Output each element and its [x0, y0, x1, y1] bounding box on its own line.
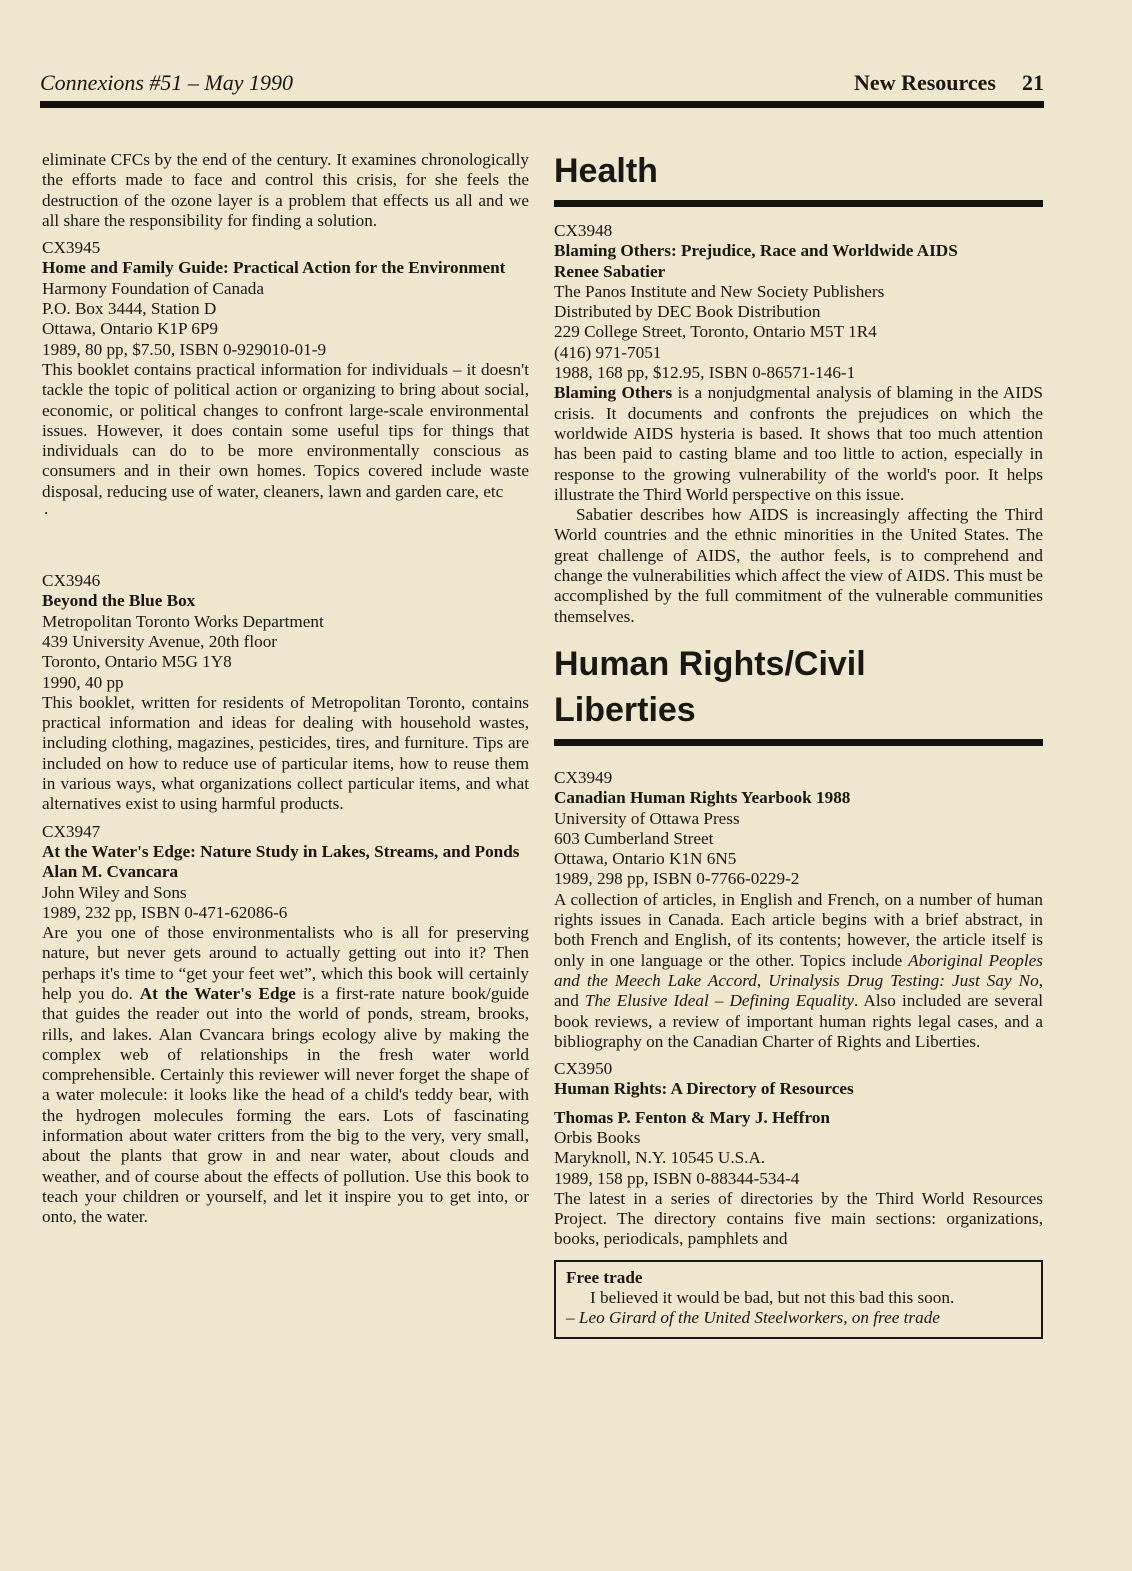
entry-pubinfo: 1989, 158 pp, ISBN 0-88344-534-4	[554, 1168, 800, 1188]
publication-title: Connexions #51 – May 1990	[40, 70, 293, 95]
entry-cx3950	[554, 1059, 1043, 1250]
entry-description-2: Sabatier describes how AIDS is increasingly affecting the Third World countries and the ethnic minorities in the United States. The great challenge of AIDS, the author feels, is to comprehend and change the vulnerabilities which affect the view of AIDS. This must be accomplished by the full commitment of the vulnerable communities themselves.	[554, 505, 1043, 626]
entry-pubinfo: 1990, 40 pp	[42, 672, 124, 692]
desc-part: A collection of articles, in English and French, on a number of human rights issues in Canada. Each article begins with a brief abstract, in both French and English, of its contents; however, the article itself is only in one language or the other. Topics include	[554, 889, 1043, 970]
section-heading-health: Health	[554, 152, 658, 190]
entry-publisher: John Wiley and Sons	[42, 882, 187, 902]
quote-body: I believed it would be bad, but not this bad this soon.	[590, 1288, 955, 1308]
section-rule	[554, 200, 1043, 207]
entry-city: Ottawa, Ontario K1P 6P9	[42, 319, 218, 339]
entry-code: CX3945	[42, 238, 101, 258]
entry-title: Human Rights: A Directory of Resources	[554, 1079, 854, 1099]
section-label	[854, 70, 1044, 96]
entry-cx3947	[42, 822, 529, 1228]
entry-code: CX3950	[554, 1059, 613, 1079]
stray-period: .	[44, 499, 49, 519]
right-column	[554, 148, 1043, 1339]
entry-distributor: Distributed by DEC Book Distribution	[554, 302, 821, 322]
left-column	[42, 150, 529, 1228]
entry-title: Home and Family Guide: Practical Action for the Environment	[42, 258, 506, 278]
heading-line: Human Rights/Civil	[554, 644, 866, 683]
entry-cx3946	[42, 571, 529, 815]
entry-phone: (416) 971-7051	[554, 342, 662, 362]
intro-paragraph: eliminate CFCs by the end of the century. It examines chronologically the efforts made to face and control this crisis, for she feels the destruction of the ozone layer is a problem that effects us all and we all share the responsibility for finding a solution.	[42, 150, 529, 230]
entry-description: This booklet, written for residents of Metropolitan Toronto, contains practical information and ideas for dealing with household wastes, including clothing, magazines, pesticides, tires, and furniture. Tips are included on how to reduce use of particular items, how to reuse them in various ways, what organizations collect particular items, and what alternatives exist to using harmful products.	[42, 692, 529, 814]
entry-title: Blaming Others: Prejudice, Race and Worldwide AIDS	[554, 241, 958, 261]
entry-address: 229 College Street, Toronto, Ontario M5T 1R4	[554, 322, 877, 342]
entry-description: The latest in a series of directories by the Third World Resources Project. The directory contains five main sections: organizations, books, periodicals, pamphlets and	[554, 1188, 1043, 1249]
entry-publisher: University of Ottawa Press	[554, 808, 740, 828]
entry-code: CX3947	[42, 821, 101, 841]
entry-city: Toronto, Ontario M5G 1Y8	[42, 652, 232, 672]
entry-address: 603 Cumberland Street	[554, 828, 714, 848]
quote-attribution: – Leo Girard of the United Steelworkers, on free trade	[566, 1308, 940, 1328]
entry-cx3945	[42, 238, 529, 564]
entry-pubinfo: 1988, 168 pp, $12.95, ISBN 0-86571-146-1	[554, 363, 856, 383]
entry-address: P.O. Box 3444, Station D	[42, 299, 217, 319]
entry-cx3948	[554, 221, 1043, 627]
entry-author: Renee Sabatier	[554, 261, 666, 281]
desc-book-title: At the Water's Edge	[139, 983, 296, 1003]
quote-title: Free trade	[566, 1267, 643, 1287]
entry-description: This booklet contains practical information for individuals – it doesn't tackle the topic of political action or organizing to bring about social, economic, or political changes to confront large-scale environmental issues. However, it does contain some useful tips for things that individuals can do to be more environmentally conscious as consumers and in their own homes. Topics covered include waste disposal, reducing use of water, cleaners, lawn and garden care, etc	[42, 359, 529, 501]
entry-author: Thomas P. Fenton & Mary J. Heffron	[554, 1107, 830, 1127]
entry-city: Ottawa, Ontario K1N 6N5	[554, 849, 737, 869]
desc-part: Are you one of those environmentalists who is all for preserving nature, but never gets around to actually getting out into it? Then perhaps it's time to “get your feet wet”, which this book will certainly help you do.	[42, 923, 529, 1003]
entry-publisher: Metropolitan Toronto Works Department	[42, 611, 324, 631]
entry-publisher: Orbis Books	[554, 1127, 641, 1147]
entry-title: Beyond the Blue Box	[42, 591, 196, 611]
entry-publisher: The Panos Institute and New Society Publishers	[554, 281, 885, 301]
header-rule	[40, 101, 1044, 108]
desc-part: . Also included are several book reviews, a review of important human rights legal cases, and a bibliography on the Canadian Charter of Rights and Liberties.	[554, 991, 1043, 1051]
entry-author: Alan M. Cvancara	[42, 862, 179, 882]
desc-article-title: Aboriginal Peoples and the Meech Lake Accord	[554, 950, 1043, 990]
desc-book-title: Blaming Others	[554, 383, 673, 403]
desc-part: , and	[554, 970, 1044, 1011]
page-number: 21	[1022, 70, 1044, 95]
entry-description	[554, 890, 1043, 1052]
entry-city: Maryknoll, N.Y. 10545 U.S.A.	[554, 1148, 766, 1168]
section-name: New Resources	[854, 70, 996, 95]
desc-part: is a first-rate nature book/guide that guides the reader out into the world of ponds, stream, brooks, rills, and lakes. Alan Cvancara brings ecology alive by making the complex web of relationships in the fresh water world comprehensible. Certainly this reviewer will never forget the shape of a water molecule: it looks like the head of a child's teddy bear, with the hydrogen molecules forming the ears. Lots of fascinating information about water critters from the big to the very, very small, about the plants that grow in and near water, about clouds and weather, and of course about the effects of pollution. Use this book to teach your children or yourself, and let it inspire you to get into, or onto, the water.	[42, 983, 529, 1227]
entry-address: 439 University Avenue, 20th floor	[42, 631, 278, 651]
section-rule	[554, 739, 1043, 746]
running-header	[40, 70, 1044, 100]
desc-part: ,	[756, 970, 769, 990]
entry-cx3949	[554, 768, 1043, 1052]
entry-publisher: Harmony Foundation of Canada	[42, 278, 264, 298]
section-heading-human-rights	[554, 641, 1043, 733]
entry-pubinfo: 1989, 232 pp, ISBN 0-471-62086-6	[42, 902, 288, 922]
entry-description	[42, 923, 529, 1227]
entry-description	[554, 383, 1043, 505]
desc-article-title: Urinalysis Drug Testing: Just Say No	[768, 970, 1039, 990]
desc-article-title: The Elusive Ideal – Defining Equality	[584, 991, 854, 1011]
entry-title: Canadian Human Rights Yearbook 1988	[554, 788, 851, 808]
entry-code: CX3948	[554, 221, 613, 240]
heading-line: Liberties	[554, 690, 696, 729]
entry-code: CX3949	[554, 767, 613, 787]
entry-pubinfo: 1989, 80 pp, $7.50, ISBN 0-929010-01-9	[42, 339, 327, 359]
quote-box	[554, 1260, 1043, 1339]
desc-part: is a nonjudgmental analysis of blaming in the AIDS crisis. It documents and confronts the prejudices on which the worldwide AIDS hysteria is based. It shows that too much attention has been paid to casting blame and too little to action, especially in response to the growing vulnerability of the world's poor. It helps illustrate the Third World perspective on this issue.	[554, 383, 1043, 504]
entry-title: At the Water's Edge: Nature Study in Lakes, Streams, and Ponds	[42, 841, 520, 861]
entry-pubinfo: 1989, 298 pp, ISBN 0-7766-0229-2	[554, 869, 800, 889]
entry-code: CX3946	[42, 571, 101, 591]
